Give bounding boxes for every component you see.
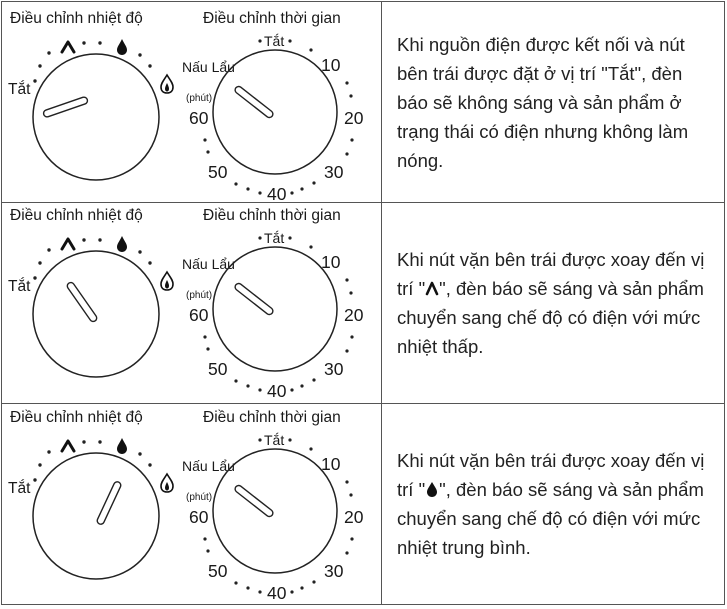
knob-pointer [234, 85, 275, 119]
high-heat-icon [161, 75, 173, 93]
temperature-knob [33, 54, 159, 180]
low-heat-icon [425, 280, 439, 296]
timer-knob [213, 247, 337, 371]
knob-diagram [2, 2, 381, 204]
diagram-cell [2, 404, 382, 605]
description-text-part: ", đèn báo sẽ sáng và sản phẩm chuyển sang chế độ có điện với mức nhiệt trung bình. [397, 479, 704, 558]
knob-pointer [96, 481, 122, 526]
timer-knob [213, 449, 337, 573]
high-heat-icon [161, 272, 173, 290]
timer-number: 10 [321, 454, 341, 474]
hotpot-label: Nấu Lẩu [182, 256, 235, 272]
timer-number: 20 [344, 305, 364, 325]
timer-number: 40 [267, 583, 287, 603]
table-row [2, 203, 725, 404]
low-heat-icon [62, 441, 74, 451]
medium-heat-icon [425, 481, 439, 498]
time-dial-title: Điều chỉnh thời gian [203, 409, 341, 426]
description-cell [382, 203, 725, 404]
timer-number: 40 [267, 184, 287, 204]
timer-number: 30 [324, 359, 344, 379]
knob-diagram [2, 404, 381, 606]
hotpot-label: Nấu Lẩu [182, 59, 235, 75]
instruction-table [1, 1, 725, 605]
temp-dial-title: Điều chỉnh nhiệt độ [10, 10, 143, 27]
timer-number: 60 [189, 507, 209, 527]
temp-off-label: Tắt [8, 278, 31, 295]
timer-number: 10 [321, 252, 341, 272]
timer-number: 40 [267, 381, 287, 401]
timer-number: 10 [321, 55, 341, 75]
knob-pointer [66, 281, 98, 323]
description-text: Khi nguồn điện được kết nối và nút bên trái được đặt ở vị trí "Tắt", đèn báo sẽ không sáng và sản phẩm ở trạng thái có điện nhưng không làm nóng. [397, 33, 689, 171]
description-cell [382, 404, 725, 605]
low-heat-icon [62, 239, 74, 249]
diagram-cell [2, 2, 382, 203]
description-text [382, 245, 724, 361]
temp-dial-title: Điều chỉnh nhiệt độ [10, 207, 143, 224]
description-text-part: Khi nút vặn bên trái được xoay đến vị trí " [397, 249, 705, 299]
timer-number: 20 [344, 507, 364, 527]
knob-diagram [2, 203, 381, 405]
time-dial-title: Điều chỉnh thời gian [203, 207, 341, 224]
timer-number: 30 [324, 561, 344, 581]
temp-off-label: Tắt [8, 81, 31, 98]
unit-label: (phút) [186, 290, 213, 301]
temp-dial-title: Điều chỉnh nhiệt độ [10, 409, 143, 426]
timer-number: 50 [208, 561, 228, 581]
timer-off-label: Tắt [264, 33, 285, 49]
description-text-part: ", đèn báo sẽ sáng và sản phẩm chuyển sang chế độ có điện với mức nhiệt thấp. [397, 278, 704, 357]
timer-number: 50 [208, 162, 228, 182]
medium-heat-icon [117, 438, 127, 454]
timer-number: 20 [344, 108, 364, 128]
unit-label: (phút) [186, 492, 213, 503]
timer-off-label: Tắt [264, 432, 285, 448]
temp-scale-dots [33, 41, 151, 82]
temperature-knob [33, 251, 159, 377]
temp-scale-dots [33, 440, 151, 481]
medium-heat-icon [117, 39, 127, 55]
temp-off-label: Tắt [8, 480, 31, 497]
temp-scale-dots [33, 238, 151, 279]
medium-heat-icon [117, 236, 127, 252]
hotpot-label: Nấu Lẩu [182, 458, 235, 474]
table-row [2, 2, 725, 203]
timer-number: 50 [208, 359, 228, 379]
description-text [382, 446, 724, 562]
timer-number: 60 [189, 305, 209, 325]
low-heat-icon [62, 42, 74, 52]
high-heat-icon [161, 474, 173, 492]
knob-pointer [43, 96, 89, 118]
description-cell [382, 2, 725, 203]
time-dial-title: Điều chỉnh thời gian [203, 10, 341, 27]
table-row [2, 404, 725, 605]
knob-pointer [234, 484, 275, 518]
description-text-part: Khi nút vặn bên trái được xoay đến vị trí " [397, 450, 705, 500]
timer-knob [213, 50, 337, 174]
diagram-cell [2, 203, 382, 404]
timer-off-label: Tắt [264, 230, 285, 246]
timer-number: 30 [324, 162, 344, 182]
timer-number: 60 [189, 108, 209, 128]
unit-label: (phút) [186, 93, 213, 104]
knob-pointer [234, 282, 275, 316]
temperature-knob [33, 453, 159, 579]
